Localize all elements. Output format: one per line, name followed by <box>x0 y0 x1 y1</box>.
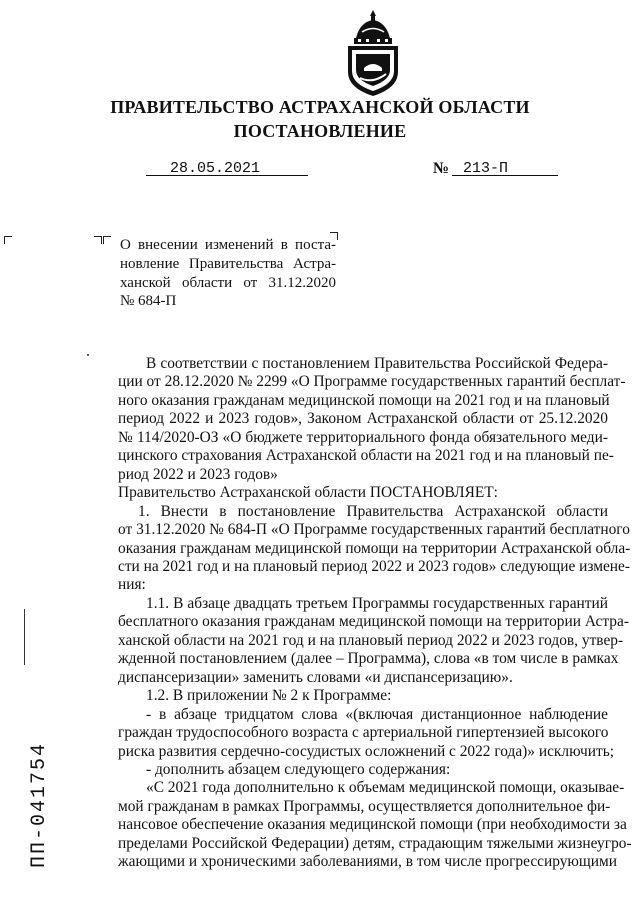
document-number: 213-П <box>463 160 509 177</box>
margin-mark <box>24 609 25 665</box>
body-line: оказания гражданам медицинской помощи на территории Астраханской обла- <box>118 539 631 557</box>
body-line: период 2022 и 2023 годов», Законом Астраханской области от 25.12.2020 <box>118 410 608 428</box>
body-line: бесплатного оказания гражданам медицинской помощи на территории Астра- <box>118 613 629 631</box>
document-subject <box>120 236 336 311</box>
number-sign: № <box>433 160 450 177</box>
body-line: 1. Внести в постановление Правительства Астраханской области <box>138 502 608 520</box>
subject-line: О внесении изменений в поста- <box>120 237 336 253</box>
body-line: «С 2021 года дополнительно к объемам медицинской помощи, оказывае- <box>146 779 625 797</box>
subject-line: новление Правительства Астра- <box>120 255 336 272</box>
body-line: риод 2022 и 2023 годов» <box>118 465 278 483</box>
corner-mark-left <box>4 236 12 244</box>
body-line: нансовое обеспечение оказания медицинской помощи (при необходимости за <box>118 816 627 834</box>
body-line: пределами Российской Федерации) детям, страдающим тяжелыми жизнеугро- <box>118 834 632 852</box>
body-line: жающими и хроническими заболеваниями, в том числе прогрессирующими <box>118 853 617 871</box>
corner-mark-subject-left <box>94 236 102 244</box>
body-line: ханской области на 2021 год и на плановый период 2022 и 2023 годов, утвер- <box>118 631 624 649</box>
body-line: 1.1. В абзаце двадцать третьем Программы государственных гарантий <box>146 594 608 612</box>
document-date: 28.05.2021 <box>170 160 261 177</box>
serial-stamp: ПП-041754 <box>28 741 51 868</box>
body-line: риска развития сердечно-сосудистых осложнений с 2022 года)» исключить; <box>118 742 614 760</box>
corner-mark-subject-left-inner <box>103 236 111 244</box>
body-line: сти на 2021 год и на плановый период 2022 и 2023 годов» следующие измене- <box>118 557 630 575</box>
body-line: от 31.12.2020 № 684-П «О Программе государственных гарантий бесплатного <box>118 521 630 539</box>
body-line: цинского страхования Астраханской области на 2021 год и на плановый пе- <box>118 447 614 465</box>
body-line: ции от 28.12.2020 № 2299 «О Программе государственных гарантий бесплат- <box>118 373 626 391</box>
document-type: ПОСТАНОВЛЕНИЕ <box>233 121 407 141</box>
body-line: диспансеризации» заменить словами «и диспансеризацию». <box>118 668 513 686</box>
scan-speck <box>87 354 89 356</box>
body-line: 1.2. В приложении № 2 к Программе: <box>146 687 392 705</box>
body-line: жденной постановлением (далее – Программа), слова «в том числе в рамках <box>118 650 619 668</box>
government-title: ПРАВИТЕЛЬСТВО АСТРАХАНСКОЙ ОБЛАСТИ <box>110 97 530 117</box>
body-line: - в абзаце тридцатом слова «(включая дистанционное наблюдение <box>146 705 608 723</box>
body-line: граждан трудоспособного возраста с артериальной гипертензией высокого <box>118 724 609 742</box>
body-line: мой гражданам в рамках Программы, осуществляется дополнительное фи- <box>118 797 611 815</box>
date-underline <box>146 175 308 176</box>
body-line: ного оказания гражданам медицинской помощи на 2021 год и на плановый <box>118 391 610 409</box>
body-line: - дополнить абзацем следующего содержания: <box>146 760 451 778</box>
subject-line: № 684-П <box>120 293 177 310</box>
subject-line: ханской области от 31.12.2020 <box>120 274 336 291</box>
number-underline <box>452 175 558 176</box>
body-line: В соответствии с постановлением Правительства Российской Федера- <box>146 355 608 372</box>
coat-of-arms-icon <box>342 8 404 98</box>
body-line: Правительство Астраханской области ПОСТАНОВЛЯЕТ: <box>118 484 498 502</box>
body-line: ния: <box>118 576 146 594</box>
body-line: № 114/2020-ОЗ «О бюджете территориального фонда обязательного меди- <box>118 428 608 446</box>
document-body <box>118 355 632 872</box>
